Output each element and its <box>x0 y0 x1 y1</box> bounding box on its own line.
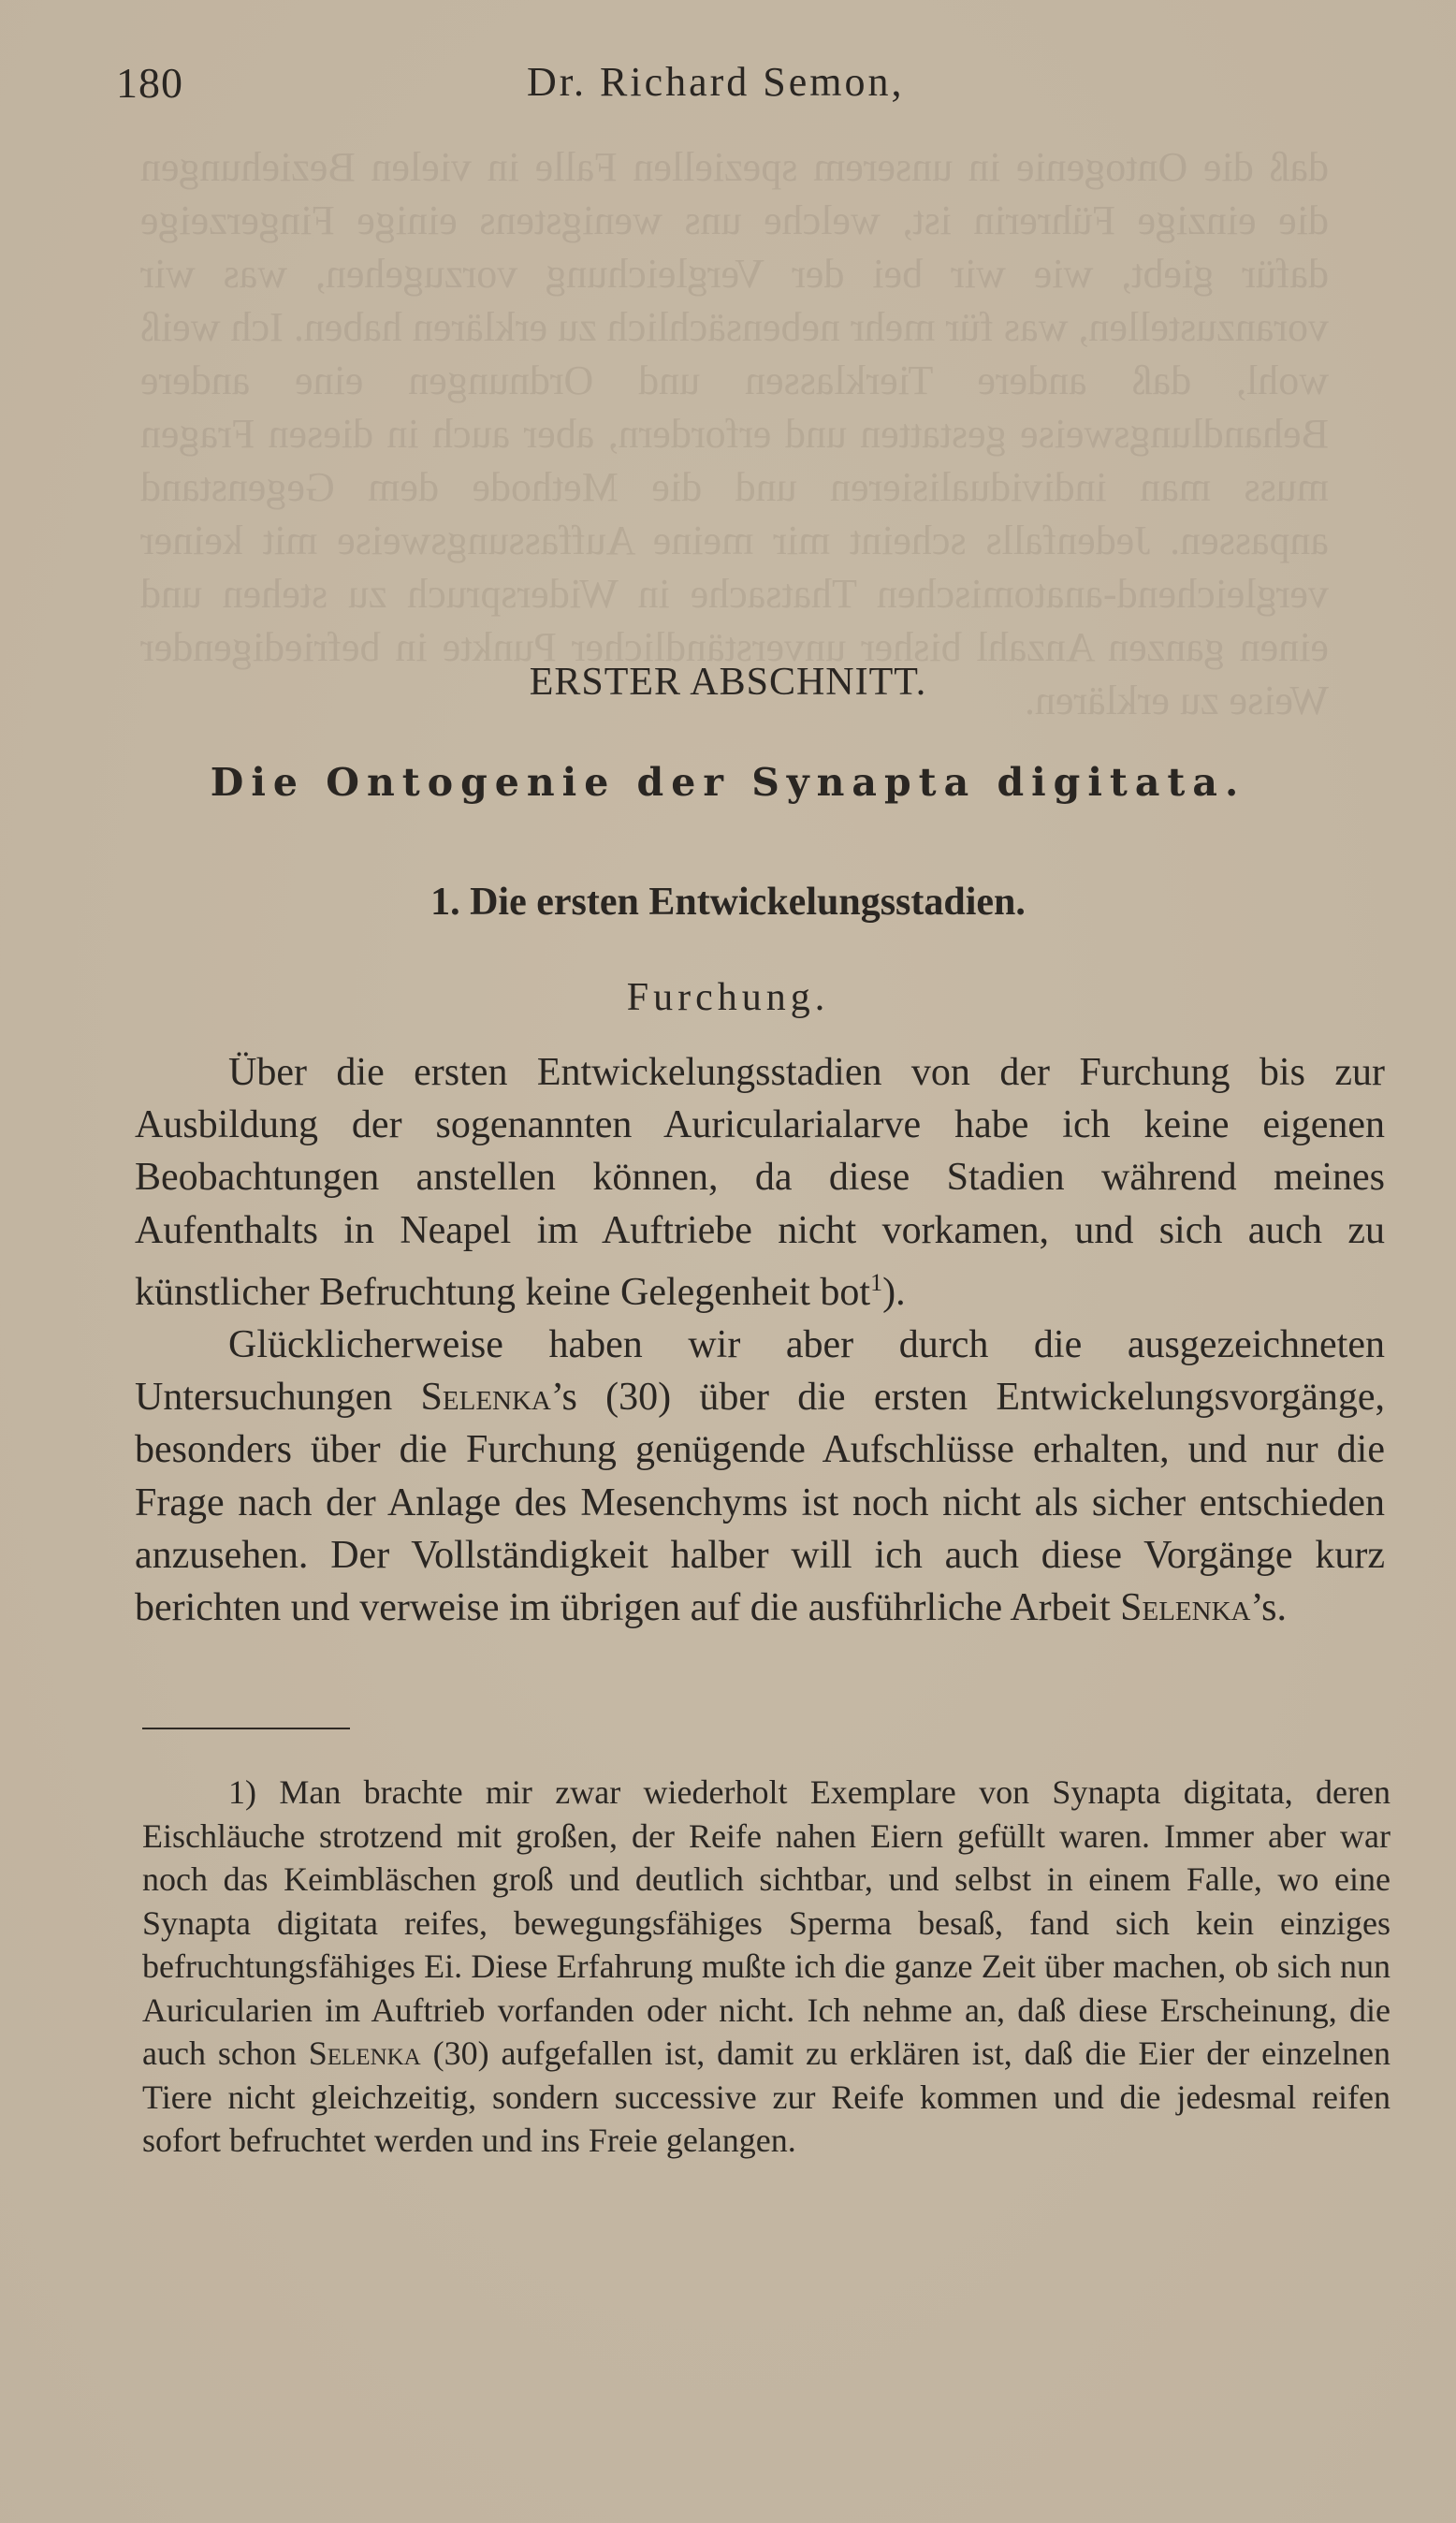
footnote-author-name: Selenka <box>308 2034 421 2072</box>
main-title: Die Ontogenie der Synapta digitata. <box>210 760 1246 805</box>
paragraph-2 <box>135 1319 1385 1634</box>
paragraph-2-text-b: ’s (30) über die ersten Entwickelungsvorgänge, besonders über die Furchung genügende Aufschlüsse erhalten, und nur die Frage nach der Anlage des Mesenchyms ist noch nicht als sicher entschieden anzusehen. Der Vollständigkeit halber will ich auch diese Vorgänge kurz berichten und verweise im übrigen auf die ausführliche Arbeit <box>135 1376 1386 1630</box>
body-text <box>135 1046 1385 1634</box>
footnote-text-a: 1) Man brachte mir zwar wiederholt Exemplare von Synapta digitata, deren Eischläuche strotzend mit großen, der Reife nahen Eiern gefüllt waren. Immer aber war noch das Keimbläschen groß und deutlich sichtbar, und selbst in einem Falle, wo eine Synapta digitata reifes, bewegungsfähiges Sperma besaß, fand sich kein einziges befruchtungsfähiges Ei. Diese Erfahrung mußte ich die ganze Zeit über machen, ob sich nun Auricularien im Auftrieb vorfanden oder nicht. Ich nehme an, daß diese Erscheinung, die auch schon <box>142 1773 1390 2072</box>
footnote-marker: 1 <box>870 1268 883 1296</box>
show-through-text: daß die Ontogenie in unserem speziellen Falle in vielen Beziehungen die einzige Führerin ist, welche uns wenigstens einige Fingerzeige dafür giebt, wie wir bei der Vergleichung vorzugehen, was wir voranzustellen, was für mehr nebensächlich zu erklären haben. Ich weiß wohl, daß andere Tierklassen und Ordnungen eine andere Behandlungsweise gestatten und erfordern, aber auch in diesen Fragen muss man individualisieren und die Methode dem Gegenstand anpassen. Jedenfalls scheint mir meine Auffassungsweise mit keiner vergleichend-anatomischen Thatsache in Widerspruch zu stehen und einen ganzen Anzahl bisher unverständlicher Punkte in befriedigender Weise zu erklären. <box>140 144 1329 723</box>
paragraph-1-text: Über die ersten Entwickelungsstadien von der Furchung bis zur Ausbildung der sogenannten Auricularialarve habe ich keine eigenen Beobachtungen anstellen können, da diese Stadien während meines Aufenthalts in Neapel im Auftriebe nicht vorkamen, und sich auch zu künstlicher Befruchtung keine Gelegenheit bot <box>135 1051 1385 1314</box>
running-head: Dr. Richard Semon, <box>527 59 905 105</box>
author-name-2: Selenka <box>1120 1586 1251 1630</box>
section-label: ERSTER ABSCHNITT. <box>529 661 927 704</box>
paragraph-1-end: ). <box>882 1270 906 1314</box>
footnote <box>142 1771 1390 2163</box>
page-number: 180 <box>116 59 183 107</box>
chapter-title: 1. Die ersten Entwickelungsstadien. <box>430 881 1026 924</box>
footnote-paragraph <box>142 1771 1390 2163</box>
footnote-rule <box>142 1728 350 1729</box>
paragraph-2-text-a: Glücklicherweise haben wir aber durch die ausgezeichneten Untersuchungen <box>135 1323 1385 1420</box>
author-name: Selenka <box>420 1376 551 1420</box>
footnote-text-b: (30) aufgefallen ist, damit zu erklären ist, daß die Eier der einzelnen Tiere nicht gleichzeitig, sondern successive zur Reife kommen und die jedesmal reifen sofort befruchtet werden und ins Freie gelangen. <box>142 2034 1390 2159</box>
paragraph-1 <box>135 1046 1385 1319</box>
paragraph-2-text-c: ’s. <box>1250 1586 1287 1630</box>
subsection-heading: Furchung. <box>626 976 830 1019</box>
